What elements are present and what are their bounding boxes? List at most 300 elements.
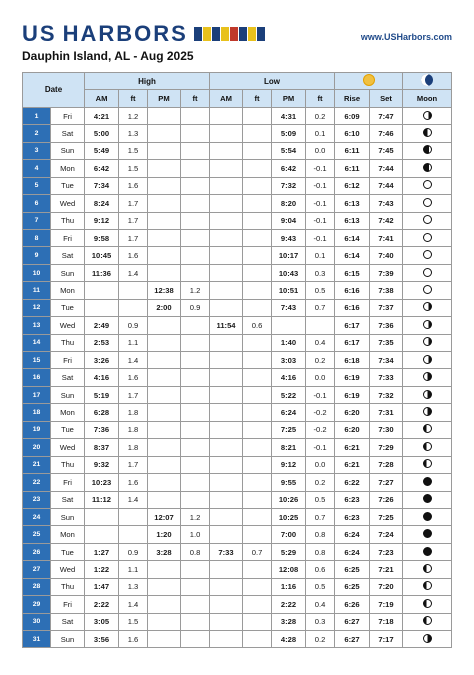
- cell-lpm: 7:43: [272, 299, 306, 316]
- sun-icon: [363, 74, 375, 86]
- flag-icon: [239, 27, 247, 41]
- cell-rise: 6:24: [335, 526, 370, 543]
- cell-laf: [243, 369, 272, 386]
- cell-hpf: [181, 160, 210, 177]
- day-number: 8: [23, 229, 51, 246]
- cell-haf: 1.4: [119, 491, 148, 508]
- table-row: [23, 526, 452, 543]
- cell-laf: [243, 107, 272, 124]
- cell-haf: 1.3: [119, 578, 148, 595]
- nautical-flags-icon: [194, 27, 265, 41]
- cell-lam: [210, 282, 243, 299]
- moon-phase-cell: [403, 596, 452, 613]
- cell-hpm: [148, 229, 181, 246]
- cell-rise: 6:16: [335, 282, 370, 299]
- column-header: PM: [272, 90, 306, 107]
- cell-rise: 6:16: [335, 299, 370, 316]
- cell-lpm: [272, 317, 306, 334]
- column-header: ft: [306, 90, 335, 107]
- table-row: [23, 142, 452, 159]
- weekday: Sat: [51, 369, 85, 386]
- cell-hpm: [148, 596, 181, 613]
- cell-hpm: [148, 264, 181, 281]
- moon-phase-cell: [403, 317, 452, 334]
- cell-haf: 1.6: [119, 177, 148, 194]
- cell-lpf: 0.3: [306, 613, 335, 630]
- cell-haf: 1.6: [119, 369, 148, 386]
- moon-phase-cell: [403, 474, 452, 491]
- cell-hpm: [148, 561, 181, 578]
- moon-phase-icon: [423, 459, 432, 468]
- day-number: 11: [23, 282, 51, 299]
- cell-rise: 6:25: [335, 578, 370, 595]
- cell-lpm: 7:00: [272, 526, 306, 543]
- cell-haf: 1.7: [119, 212, 148, 229]
- cell-ham: 1:47: [85, 578, 119, 595]
- website-link[interactable]: www.USHarbors.com: [360, 32, 452, 42]
- moon-phase-cell: [403, 578, 452, 595]
- cell-lpm: 7:25: [272, 421, 306, 438]
- cell-lpf: 0.2: [306, 474, 335, 491]
- weekday: Sun: [51, 142, 85, 159]
- table-row: [23, 631, 452, 648]
- moon-phase-cell: [403, 404, 452, 421]
- table-row: [23, 386, 452, 403]
- cell-haf: 1.2: [119, 107, 148, 124]
- cell-hpf: 1.2: [181, 282, 210, 299]
- cell-lam: [210, 474, 243, 491]
- moon-phase-cell: [403, 352, 452, 369]
- moon-phase-icon: [423, 529, 432, 538]
- cell-haf: 0.9: [119, 543, 148, 560]
- cell-set: 7:34: [370, 352, 403, 369]
- cell-lpf: 0.0: [306, 456, 335, 473]
- cell-lpm: 12:08: [272, 561, 306, 578]
- tide-table: [22, 72, 452, 648]
- moon-phase-icon: [423, 163, 432, 172]
- cell-lam: 7:33: [210, 543, 243, 560]
- cell-haf: 1.4: [119, 352, 148, 369]
- cell-hpm: [148, 421, 181, 438]
- cell-rise: 6:24: [335, 543, 370, 560]
- cell-hpm: [148, 177, 181, 194]
- cell-ham: 4:21: [85, 107, 119, 124]
- table-row: [23, 421, 452, 438]
- table-row: [23, 543, 452, 560]
- cell-rise: 6:27: [335, 613, 370, 630]
- cell-hpf: [181, 107, 210, 124]
- cell-haf: [119, 282, 148, 299]
- cell-lpm: 4:31: [272, 107, 306, 124]
- cell-rise: 6:17: [335, 317, 370, 334]
- cell-rise: 6:27: [335, 631, 370, 648]
- moon-phase-icon: [423, 215, 432, 224]
- moon-header: [403, 73, 452, 90]
- table-row: [23, 125, 452, 142]
- cell-lpf: 0.0: [306, 142, 335, 159]
- day-number: 17: [23, 386, 51, 403]
- cell-ham: 10:45: [85, 247, 119, 264]
- weekday: Fri: [51, 229, 85, 246]
- cell-rise: 6:13: [335, 195, 370, 212]
- cell-hpf: [181, 421, 210, 438]
- moon-phase-icon: [423, 442, 432, 451]
- cell-set: 7:33: [370, 369, 403, 386]
- cell-set: 7:28: [370, 456, 403, 473]
- table-row: [23, 491, 452, 508]
- cell-laf: [243, 631, 272, 648]
- cell-laf: [243, 299, 272, 316]
- day-number: 15: [23, 352, 51, 369]
- cell-set: 7:36: [370, 317, 403, 334]
- cell-rise: 6:19: [335, 386, 370, 403]
- moon-phase-icon: [423, 547, 432, 556]
- table-row: [23, 369, 452, 386]
- cell-lpf: 0.6: [306, 561, 335, 578]
- flag-icon: [257, 27, 265, 41]
- cell-ham: 1:27: [85, 543, 119, 560]
- table-row: [23, 177, 452, 194]
- cell-lpf: -0.1: [306, 195, 335, 212]
- day-number: 18: [23, 404, 51, 421]
- day-number: 16: [23, 369, 51, 386]
- cell-rise: 6:12: [335, 177, 370, 194]
- day-number: 27: [23, 561, 51, 578]
- cell-hpf: [181, 264, 210, 281]
- flag-icon: [248, 27, 256, 41]
- cell-laf: [243, 474, 272, 491]
- cell-ham: 3:56: [85, 631, 119, 648]
- table-row: [23, 474, 452, 491]
- cell-set: 7:30: [370, 421, 403, 438]
- moon-phase-cell: [403, 543, 452, 560]
- cell-rise: 6:11: [335, 160, 370, 177]
- cell-lpm: 4:16: [272, 369, 306, 386]
- cell-haf: 1.6: [119, 247, 148, 264]
- moon-phase-icon: [423, 302, 432, 311]
- cell-haf: 1.6: [119, 474, 148, 491]
- cell-set: 7:46: [370, 125, 403, 142]
- cell-hpf: [181, 317, 210, 334]
- moon-phase-icon: [423, 233, 432, 242]
- page-header: [22, 22, 452, 66]
- cell-rise: 6:23: [335, 508, 370, 525]
- cell-lam: [210, 247, 243, 264]
- cell-laf: [243, 578, 272, 595]
- weekday: Mon: [51, 282, 85, 299]
- cell-lpm: 1:40: [272, 334, 306, 351]
- cell-rise: 6:20: [335, 421, 370, 438]
- table-row: [23, 282, 452, 299]
- day-number: 6: [23, 195, 51, 212]
- cell-haf: [119, 508, 148, 525]
- weekday: Sat: [51, 125, 85, 142]
- cell-lam: [210, 631, 243, 648]
- cell-hpf: [181, 125, 210, 142]
- cell-lam: [210, 596, 243, 613]
- cell-laf: [243, 404, 272, 421]
- cell-ham: 3:26: [85, 352, 119, 369]
- cell-lpf: 0.7: [306, 508, 335, 525]
- weekday: Sat: [51, 613, 85, 630]
- table-row: [23, 596, 452, 613]
- cell-lpm: 8:20: [272, 195, 306, 212]
- cell-rise: 6:21: [335, 456, 370, 473]
- weekday: Thu: [51, 578, 85, 595]
- cell-ham: 8:37: [85, 439, 119, 456]
- cell-lpf: 0.3: [306, 264, 335, 281]
- cell-haf: 1.8: [119, 404, 148, 421]
- cell-hpm: [148, 125, 181, 142]
- cell-haf: [119, 526, 148, 543]
- cell-hpm: [148, 247, 181, 264]
- weekday: Sat: [51, 491, 85, 508]
- cell-hpm: [148, 369, 181, 386]
- cell-set: 7:18: [370, 613, 403, 630]
- moon-phase-cell: [403, 334, 452, 351]
- moon-phase-icon: [423, 494, 432, 503]
- cell-haf: 1.7: [119, 229, 148, 246]
- cell-lpm: 5:29: [272, 543, 306, 560]
- cell-rise: 6:14: [335, 247, 370, 264]
- cell-laf: [243, 352, 272, 369]
- cell-lpf: 0.5: [306, 282, 335, 299]
- cell-set: 7:21: [370, 561, 403, 578]
- cell-rise: 6:18: [335, 352, 370, 369]
- cell-lpm: 9:04: [272, 212, 306, 229]
- cell-set: 7:23: [370, 543, 403, 560]
- cell-lpm: 7:32: [272, 177, 306, 194]
- cell-lpm: 6:42: [272, 160, 306, 177]
- cell-laf: [243, 613, 272, 630]
- moon-phase-icon: [423, 616, 432, 625]
- cell-lpm: 3:03: [272, 352, 306, 369]
- table-row: [23, 439, 452, 456]
- weekday: Sun: [51, 508, 85, 525]
- cell-haf: 1.6: [119, 631, 148, 648]
- cell-laf: [243, 229, 272, 246]
- cell-lpf: 0.1: [306, 247, 335, 264]
- day-number: 5: [23, 177, 51, 194]
- cell-hpf: [181, 439, 210, 456]
- cell-laf: 0.6: [243, 317, 272, 334]
- low-header: Low: [210, 73, 335, 90]
- cell-set: 7:38: [370, 282, 403, 299]
- cell-ham: 2:49: [85, 317, 119, 334]
- cell-haf: 1.5: [119, 613, 148, 630]
- cell-haf: 1.3: [119, 125, 148, 142]
- cell-hpf: [181, 631, 210, 648]
- day-number: 10: [23, 264, 51, 281]
- cell-hpm: [148, 195, 181, 212]
- sun-header: [335, 73, 403, 90]
- cell-lam: [210, 456, 243, 473]
- cell-lam: [210, 439, 243, 456]
- cell-set: 7:29: [370, 439, 403, 456]
- cell-ham: 2:53: [85, 334, 119, 351]
- moon-phase-cell: [403, 386, 452, 403]
- cell-ham: [85, 526, 119, 543]
- table-row: [23, 212, 452, 229]
- cell-rise: 6:20: [335, 404, 370, 421]
- cell-haf: 1.8: [119, 439, 148, 456]
- cell-hpm: [148, 578, 181, 595]
- cell-hpm: [148, 386, 181, 403]
- cell-hpf: [181, 613, 210, 630]
- cell-lam: [210, 613, 243, 630]
- cell-rise: 6:22: [335, 474, 370, 491]
- cell-lam: [210, 229, 243, 246]
- cell-ham: [85, 299, 119, 316]
- day-number: 14: [23, 334, 51, 351]
- cell-haf: 1.7: [119, 195, 148, 212]
- day-number: 24: [23, 508, 51, 525]
- cell-rise: 6:09: [335, 107, 370, 124]
- cell-lpm: 6:24: [272, 404, 306, 421]
- cell-laf: [243, 160, 272, 177]
- cell-lam: [210, 386, 243, 403]
- cell-lpf: -0.1: [306, 177, 335, 194]
- cell-rise: 6:11: [335, 142, 370, 159]
- weekday: Fri: [51, 474, 85, 491]
- cell-ham: 6:42: [85, 160, 119, 177]
- cell-rise: 6:17: [335, 334, 370, 351]
- table-row: [23, 317, 452, 334]
- cell-ham: 3:05: [85, 613, 119, 630]
- moon-phase-icon: [423, 390, 432, 399]
- cell-haf: 1.1: [119, 561, 148, 578]
- cell-ham: 10:23: [85, 474, 119, 491]
- cell-set: 7:42: [370, 212, 403, 229]
- cell-set: 7:31: [370, 404, 403, 421]
- cell-ham: [85, 282, 119, 299]
- cell-lpf: 0.5: [306, 578, 335, 595]
- cell-set: 7:39: [370, 264, 403, 281]
- cell-hpf: [181, 456, 210, 473]
- cell-ham: 6:28: [85, 404, 119, 421]
- cell-lpm: 9:55: [272, 474, 306, 491]
- cell-lpm: 10:17: [272, 247, 306, 264]
- table-row: [23, 613, 452, 630]
- table-row: [23, 247, 452, 264]
- weekday: Thu: [51, 334, 85, 351]
- cell-hpm: [148, 334, 181, 351]
- cell-rise: 6:21: [335, 439, 370, 456]
- cell-laf: [243, 125, 272, 142]
- weekday: Sat: [51, 247, 85, 264]
- cell-lam: [210, 421, 243, 438]
- cell-hpf: [181, 474, 210, 491]
- day-number: 20: [23, 439, 51, 456]
- moon-phase-cell: [403, 421, 452, 438]
- cell-lpm: 10:26: [272, 491, 306, 508]
- moon-phase-icon: [423, 477, 432, 486]
- cell-lpf: 0.1: [306, 125, 335, 142]
- moon-phase-icon: [423, 581, 432, 590]
- cell-lpf: -0.1: [306, 439, 335, 456]
- cell-laf: [243, 247, 272, 264]
- cell-lam: [210, 526, 243, 543]
- cell-laf: [243, 526, 272, 543]
- cell-set: 7:47: [370, 107, 403, 124]
- weekday: Wed: [51, 561, 85, 578]
- cell-set: 7:40: [370, 247, 403, 264]
- cell-ham: 4:16: [85, 369, 119, 386]
- cell-set: 7:20: [370, 578, 403, 595]
- moon-phase-cell: [403, 107, 452, 124]
- brand-logo: [22, 22, 265, 46]
- cell-hpm: [148, 317, 181, 334]
- day-number: 3: [23, 142, 51, 159]
- cell-lam: [210, 508, 243, 525]
- day-number: 1: [23, 107, 51, 124]
- cell-set: 7:32: [370, 386, 403, 403]
- table-row: [23, 299, 452, 316]
- column-header: AM: [85, 90, 119, 107]
- cell-ham: 5:19: [85, 386, 119, 403]
- cell-lpf: [306, 317, 335, 334]
- day-number: 30: [23, 613, 51, 630]
- cell-set: 7:24: [370, 526, 403, 543]
- cell-hpm: [148, 456, 181, 473]
- weekday: Thu: [51, 456, 85, 473]
- cell-lam: [210, 142, 243, 159]
- cell-laf: [243, 195, 272, 212]
- cell-lpf: 0.0: [306, 369, 335, 386]
- brand-harbors: HARBORS: [62, 21, 188, 46]
- weekday: Mon: [51, 160, 85, 177]
- flag-icon: [194, 27, 202, 41]
- cell-hpm: [148, 613, 181, 630]
- table-row: [23, 195, 452, 212]
- cell-rise: 6:26: [335, 596, 370, 613]
- moon-phase-cell: [403, 299, 452, 316]
- cell-hpm: [148, 352, 181, 369]
- moon-phase-icon: [423, 424, 432, 433]
- moon-phase-cell: [403, 491, 452, 508]
- cell-laf: [243, 177, 272, 194]
- cell-haf: [119, 299, 148, 316]
- cell-lpm: 5:09: [272, 125, 306, 142]
- cell-lam: [210, 177, 243, 194]
- cell-hpf: [181, 212, 210, 229]
- cell-set: 7:45: [370, 142, 403, 159]
- table-row: [23, 456, 452, 473]
- moon-phase-icon: [423, 512, 432, 521]
- high-header: High: [85, 73, 210, 90]
- cell-rise: 6:14: [335, 229, 370, 246]
- cell-lpm: 10:51: [272, 282, 306, 299]
- cell-hpf: [181, 352, 210, 369]
- table-row: [23, 264, 452, 281]
- table-row: [23, 578, 452, 595]
- cell-laf: [243, 334, 272, 351]
- cell-ham: 9:32: [85, 456, 119, 473]
- cell-lpm: 10:25: [272, 508, 306, 525]
- cell-haf: 1.5: [119, 142, 148, 159]
- cell-ham: [85, 508, 119, 525]
- moon-phase-icon: [423, 180, 432, 189]
- cell-lpf: -0.2: [306, 421, 335, 438]
- table-row: [23, 160, 452, 177]
- cell-ham: 9:12: [85, 212, 119, 229]
- cell-lpf: 0.2: [306, 631, 335, 648]
- cell-hpf: [181, 404, 210, 421]
- weekday: Tue: [51, 299, 85, 316]
- moon-phase-icon: [423, 337, 432, 346]
- weekday: Sun: [51, 386, 85, 403]
- cell-lpm: 9:43: [272, 229, 306, 246]
